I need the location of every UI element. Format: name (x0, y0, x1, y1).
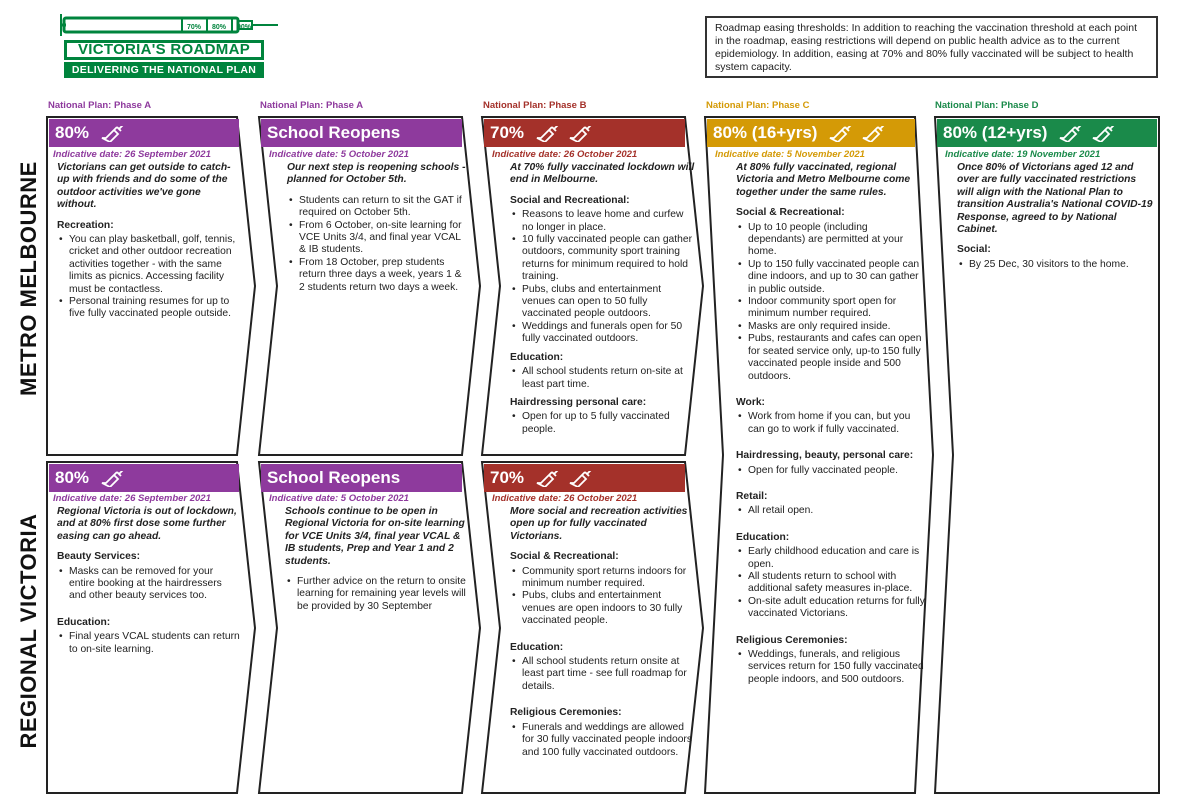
section-heading: Religious Ceremonies: (510, 707, 622, 719)
card-title: 80% (55, 123, 90, 142)
syringe-icon (535, 126, 561, 142)
card-lead: At 70% fully vaccinated lockdown will end in Melbourne. (510, 162, 695, 186)
card-lead: Schools continue to be open in Regional Victoria for on-site learning for VCE Units 3/4, final year VCAL & IB students, Prep and Year 1 and 2 students. (285, 506, 465, 567)
phase-label-a2: National Plan: Phase A (260, 100, 364, 111)
indicative-date: Indicative date: 19 November 2021 (945, 149, 1101, 160)
list-item: • Open for up to 5 fully vaccinated people. (522, 411, 695, 436)
card-title: School Reopens (267, 123, 401, 142)
card-body (287, 162, 467, 294)
card-title: 80% (55, 468, 90, 487)
section-heading: Work: (736, 396, 765, 408)
indicative-date: Indicative date: 5 October 2021 (269, 149, 409, 160)
list-item: • On-site adult education returns for fully vaccinated Victorians. (748, 596, 926, 621)
card-title: 80% (12+yrs) (943, 123, 1048, 142)
card-body (736, 162, 926, 686)
logo-mark-90: 90% (237, 24, 252, 31)
list-item: • Pubs, restaurants and cafes can open for seated service only, up-to 150 fully vaccinated people inside and 500 outdoors. (748, 333, 926, 383)
list-item: • Indoor community sport open for minimum number required. (748, 296, 926, 321)
logo-subtitle: DELIVERING THE NATIONAL PLAN (64, 62, 264, 78)
card-title: 70% (490, 468, 525, 487)
easing-thresholds-note: Roadmap easing thresholds: In addition to reaching the vaccination threshold at each point in the roadmap, easing restrictions will depend on public health advice as to the current epidemiology. In addition, easing at 70% and 80% fully vaccinated will be subject to health system capacity. (705, 16, 1158, 78)
indicative-date: Indicative date: 26 October 2021 (492, 149, 638, 160)
card-title: School Reopens (267, 468, 401, 487)
syringe-logo-icon (60, 12, 280, 38)
list-item: • By 25 Dec, 30 visitors to the home. (969, 259, 1153, 271)
list-item: • Final years VCAL students can return to on-site learning. (69, 631, 241, 656)
card-regional-70 (480, 460, 705, 795)
section-heading: Retail: (736, 490, 768, 502)
section-heading: Hairdressing, beauty, personal care: (736, 450, 914, 462)
card-body (510, 162, 695, 436)
list-item: • All students return to school with additional safety measures in-place. (748, 571, 926, 596)
syringe-icon (100, 471, 126, 487)
section-heading: Social and Recreational: (510, 194, 630, 206)
list-item: • Students can return to sit the GAT if required on October 5th. (299, 195, 467, 220)
list-item: • Up to 10 people (including dependants) are permitted at your home. (748, 222, 926, 259)
list-item: • You can play basketball, golf, tennis, cricket and other outdoor recreation activities together - with the same limits as picnics. Accessing facility must be contactless. (69, 234, 237, 296)
card-header (937, 119, 1157, 147)
card-lead: Regional Victoria is out of lockdown, and at 80% first dose some further easing can go ahead. (57, 506, 237, 542)
phase-label-b: National Plan: Phase B (483, 100, 587, 111)
list-item: • Masks can be removed for your entire booking at the hairdressers and other beauty services too. (69, 566, 241, 603)
card-header (707, 119, 915, 147)
list-item: • Reasons to leave home and curfew no longer in place. (522, 209, 695, 234)
section-heading: Education: (510, 641, 564, 653)
card-body (957, 162, 1153, 271)
roadmap-logo (60, 12, 280, 80)
card-header (261, 464, 462, 492)
card-metro-80-phase-a (45, 115, 257, 457)
list-item: • All school students return onsite at least part time - see full roadmap for details. (522, 656, 695, 693)
card-lead: Victorians can get outside to catch-up with friends and do some of the outdoor activities we've gone without. (57, 162, 231, 211)
card-lead: Our next step is reopening schools - planned for October 5th. (287, 162, 466, 186)
list-item: • All school students return on-site at least part time. (522, 366, 695, 391)
syringe-icon (568, 471, 594, 487)
section-heading: Religious Ceremonies: (736, 634, 848, 646)
list-item: • 10 fully vaccinated people can gather outdoors, community sport training returns for minimum required to hold training. (522, 234, 695, 284)
syringe-icon (828, 126, 854, 142)
card-title: 80% (16+yrs) (713, 123, 818, 142)
card-metro-70 (480, 115, 705, 457)
card-header (49, 464, 239, 492)
indicative-date: Indicative date: 26 September 2021 (53, 493, 211, 504)
list-item: • All retail open. (748, 505, 926, 517)
card-metro-school-reopens (257, 115, 482, 457)
card-body (57, 506, 241, 656)
list-item: • Weddings, funerals, and religious services return for 150 fully vaccinated people indoors, and 500 outdoors. (748, 649, 926, 686)
section-heading: Hairdressing personal care: (510, 396, 647, 408)
list-item: • From 6 October, on-site learning for VCE Units 3/4, and final year VCAL & IB students. (299, 220, 467, 257)
logo-mark-70: 70% (187, 24, 202, 31)
section-heading: Education: (510, 351, 564, 363)
list-item: • Pubs, clubs and entertainment venues can open to 50 fully vaccinated people outdoors. (522, 284, 695, 321)
phase-label-a1: National Plan: Phase A (48, 100, 152, 111)
indicative-date: Indicative date: 5 November 2021 (715, 149, 865, 160)
phase-label-c: National Plan: Phase C (706, 100, 810, 111)
card-80-16-plus (703, 115, 935, 795)
card-title: 70% (490, 123, 525, 142)
syringe-icon (861, 126, 887, 142)
card-80-12-plus (933, 115, 1161, 795)
list-item: • Early childhood education and care is open. (748, 546, 926, 571)
row-label-regional: REGIONAL VICTORIA (16, 513, 41, 749)
syringe-icon (568, 126, 594, 142)
syringe-icon (100, 126, 126, 142)
section-heading: Beauty Services: (57, 551, 140, 563)
syringe-icon (535, 471, 561, 487)
card-header (261, 119, 462, 147)
indicative-date: Indicative date: 26 October 2021 (492, 493, 638, 504)
section-heading: Recreation: (57, 219, 114, 231)
phase-label-d: National Plan: Phase D (935, 100, 1039, 111)
card-regional-80-phase-a (45, 460, 257, 795)
row-label-metro: METRO MELBOURNE (16, 161, 41, 396)
list-item: • Pubs, clubs and entertainment venues are open indoors to 30 fully vaccinated people. (522, 590, 695, 627)
card-header (484, 464, 685, 492)
list-item: • Up to 150 fully vaccinated people can dine indoors, and up to 30 can gather in public outside. (748, 259, 926, 296)
card-body (285, 506, 469, 613)
list-item: • Funerals and weddings are allowed for 30 fully vaccinated people indoors and 100 fully vaccinated outdoors. (522, 722, 695, 759)
list-item: • Personal training resumes for up to five fully vaccinated people outside. (69, 296, 237, 321)
section-heading: Social & Recreational: (510, 551, 619, 563)
indicative-date: Indicative date: 5 October 2021 (269, 493, 409, 504)
section-heading: Education: (736, 531, 790, 543)
card-header (484, 119, 685, 147)
indicative-date: Indicative date: 26 September 2021 (53, 149, 211, 160)
list-item: • Work from home if you can, but you can go to work if fully vaccinated. (748, 411, 926, 436)
card-lead: At 80% fully vaccinated, regional Victoria and Metro Melbourne come together under the same rules. (736, 162, 911, 198)
card-header (49, 119, 239, 147)
list-item: • From 18 October, prep students return three days a week, years 1 & 2 students return two days a week. (299, 257, 467, 294)
list-item: • Masks are only required inside. (748, 321, 926, 333)
list-item: • Open for fully vaccinated people. (748, 465, 926, 477)
syringe-icon (1058, 126, 1084, 142)
card-lead: More social and recreation activities open up for fully vaccinated Victorians. (510, 506, 688, 542)
syringe-icon (1091, 126, 1117, 142)
logo-title: VICTORIA'S ROADMAP (64, 40, 264, 60)
card-body (57, 162, 237, 321)
list-item: • Further advice on the return to onsite learning for remaining year levels will be provided by 30 September (297, 576, 469, 613)
section-heading: Social: (957, 244, 991, 256)
card-lead: Once 80% of Victorians aged 12 and over are fully vaccinated restrictions will align with the National Plan to transition Australia's National COVID-19 Response, agreed to by National Cabinet. (957, 162, 1153, 236)
section-heading: Social & Recreational: (736, 207, 845, 219)
logo-mark-80: 80% (212, 24, 227, 31)
list-item: • Weddings and funerals open for 50 fully vaccinated outdoors. (522, 321, 695, 346)
list-item: • Community sport returns indoors for minimum number required. (522, 566, 695, 591)
card-regional-school-reopens (257, 460, 482, 795)
card-body (510, 506, 695, 759)
section-heading: Education: (57, 616, 111, 628)
